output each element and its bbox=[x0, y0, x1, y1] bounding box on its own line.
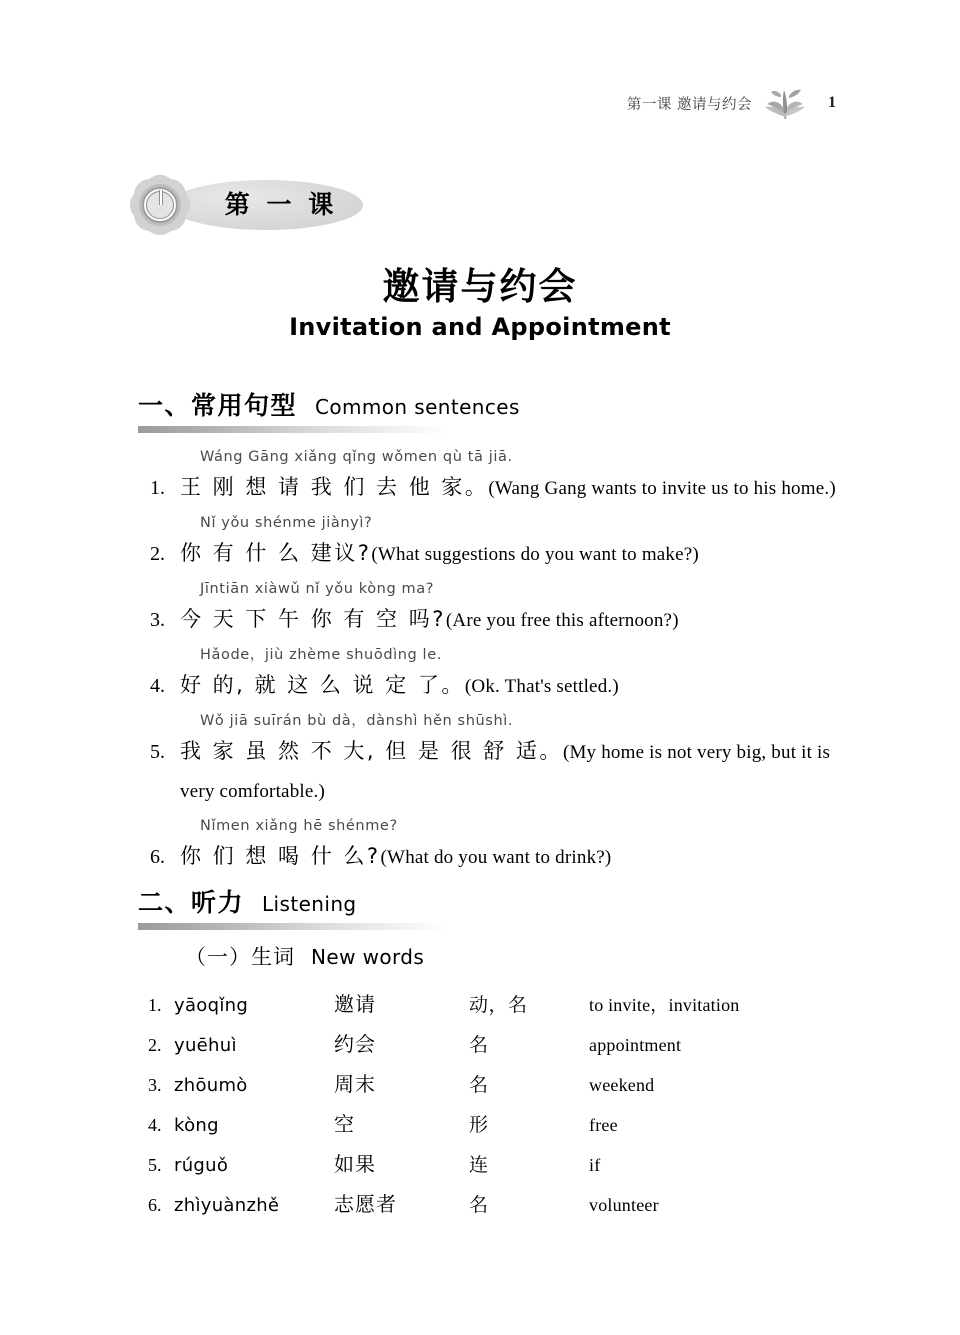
section-heading-listening bbox=[138, 883, 448, 930]
page-title-chinese: 邀请与约会 bbox=[382, 265, 578, 308]
sentence-pinyin: Nǐmen xiǎng hē shénme? bbox=[200, 818, 398, 834]
sentence-chinese: 今 天 下 午 你 有 空 吗? bbox=[180, 607, 446, 631]
sentence-number: 6. bbox=[150, 846, 165, 868]
sentence-english: (Ok. That's settled.) bbox=[464, 676, 619, 697]
subsection-chinese: （一）生词 bbox=[185, 945, 295, 969]
vocab-part-of-speech: 名 bbox=[469, 1194, 489, 1216]
page-running-header bbox=[627, 86, 836, 120]
sentence-chinese: 我 家 虽 然 不 大, 但 是 很 舒 适。 bbox=[180, 739, 563, 763]
vocab-chinese: 周末 bbox=[334, 1072, 376, 1096]
vocab-chinese: 邀请 bbox=[334, 992, 376, 1016]
sentence-number: 1. bbox=[150, 477, 165, 499]
vocab-english: free bbox=[589, 1115, 618, 1135]
sentence-pinyin: Nǐ yǒu shénme jiànyì? bbox=[200, 515, 373, 531]
sentence-pinyin: Jīntiān xiàwǔ nǐ yǒu kòng ma? bbox=[200, 581, 434, 597]
sentence-item bbox=[148, 447, 848, 508]
section-2-chinese: 二、听力 bbox=[138, 888, 245, 917]
table-row bbox=[148, 1028, 848, 1068]
knob-power-bar bbox=[159, 190, 163, 205]
sentence-english: (What suggestions do you want to make?) bbox=[371, 544, 699, 565]
section-1-chinese: 一、常用句型 bbox=[138, 391, 298, 420]
vocab-number: 5. bbox=[148, 1155, 162, 1175]
sentence-english: (Are you free this afternoon?) bbox=[445, 610, 679, 631]
sentence-number: 2. bbox=[150, 543, 165, 565]
section-2-underline bbox=[138, 923, 448, 930]
vocab-pinyin: rúguǒ bbox=[174, 1155, 229, 1176]
vocab-number: 6. bbox=[148, 1195, 162, 1215]
common-sentences-list bbox=[148, 447, 848, 882]
sentence-item bbox=[148, 579, 848, 640]
section-2-english: Listening bbox=[262, 892, 357, 916]
vocab-part-of-speech: 形 bbox=[469, 1114, 489, 1136]
vocab-number: 2. bbox=[148, 1035, 162, 1055]
section-heading-common-sentences bbox=[138, 386, 520, 433]
sentence-number: 4. bbox=[150, 675, 165, 697]
sentence-pinyin: Wáng Gāng xiǎng qǐng wǒmen qù tā jiā. bbox=[200, 449, 513, 465]
sentence-number: 5. bbox=[150, 741, 165, 763]
page-title bbox=[0, 264, 960, 342]
running-title: 第一课 邀请与约会 bbox=[626, 96, 752, 113]
subsection-heading-new-words bbox=[185, 941, 424, 971]
sentence-item bbox=[148, 816, 848, 877]
sentence-item bbox=[148, 513, 848, 574]
vocab-english: appointment bbox=[589, 1035, 682, 1055]
table-row bbox=[148, 1108, 848, 1148]
vocab-english: volunteer bbox=[589, 1195, 659, 1215]
vocab-pinyin: yuēhuì bbox=[174, 1035, 237, 1056]
sentence-item bbox=[148, 645, 848, 706]
vocab-english: to invite，invitation bbox=[589, 995, 740, 1015]
vocab-number: 1. bbox=[148, 995, 162, 1015]
sentence-chinese: 你 有 什 么 建议? bbox=[180, 541, 372, 565]
vocab-part-of-speech: 动，名 bbox=[469, 994, 528, 1016]
sentence-english: (My home is not very big, but it is very comfortable.) bbox=[180, 742, 831, 802]
vocab-part-of-speech: 连 bbox=[469, 1154, 489, 1176]
table-row bbox=[148, 1148, 848, 1188]
sentence-pinyin: Hǎode，jiù zhème shuōdìng le. bbox=[200, 647, 442, 663]
vocab-number: 3. bbox=[148, 1075, 162, 1095]
vocab-chinese: 如果 bbox=[334, 1152, 376, 1176]
sentence-chinese: 你 们 想 喝 什 么? bbox=[180, 844, 381, 868]
sentence-pinyin: Wǒ jiā suīrán bù dà，dànshì hěn shūshì. bbox=[200, 713, 514, 729]
page-number: 1 bbox=[828, 94, 836, 111]
subsection-english: New words bbox=[311, 945, 425, 969]
vocab-english: if bbox=[589, 1155, 601, 1175]
section-1-english: Common sentences bbox=[315, 395, 520, 419]
leaf-ornament-icon bbox=[762, 86, 808, 120]
table-row bbox=[148, 1188, 848, 1228]
vocab-pinyin: yāoqǐng bbox=[174, 995, 249, 1016]
lesson-badge bbox=[131, 176, 363, 234]
vocab-part-of-speech: 名 bbox=[469, 1074, 489, 1096]
sentence-item bbox=[148, 711, 848, 811]
lesson-badge-label: 第 一 课 bbox=[224, 190, 338, 219]
sentence-number: 3. bbox=[150, 609, 165, 631]
vocabulary-table bbox=[148, 988, 848, 1228]
vocab-english: weekend bbox=[589, 1075, 655, 1095]
vocab-pinyin: zhìyuànzhě bbox=[174, 1195, 280, 1216]
sentence-chinese: 王 刚 想 请 我 们 去 他 家。 bbox=[180, 475, 489, 499]
vocab-pinyin: zhōumò bbox=[174, 1075, 248, 1096]
page-title-english: Invitation and Appointment bbox=[289, 313, 671, 341]
vocab-part-of-speech: 名 bbox=[469, 1034, 489, 1056]
sentence-english: (What do you want to drink?) bbox=[380, 847, 612, 868]
section-1-underline bbox=[138, 426, 448, 433]
sentence-english: (Wang Gang wants to invite us to his home.) bbox=[488, 478, 836, 499]
vocab-number: 4. bbox=[148, 1115, 162, 1135]
vocab-chinese: 约会 bbox=[334, 1032, 376, 1056]
table-row bbox=[148, 988, 848, 1028]
vocab-chinese: 志愿者 bbox=[334, 1192, 397, 1216]
vocab-pinyin: kòng bbox=[174, 1115, 219, 1136]
table-row bbox=[148, 1068, 848, 1108]
power-knob-icon bbox=[131, 176, 189, 234]
sentence-chinese: 好 的, 就 这 么 说 定 了。 bbox=[180, 673, 465, 697]
vocab-chinese: 空 bbox=[334, 1112, 355, 1136]
